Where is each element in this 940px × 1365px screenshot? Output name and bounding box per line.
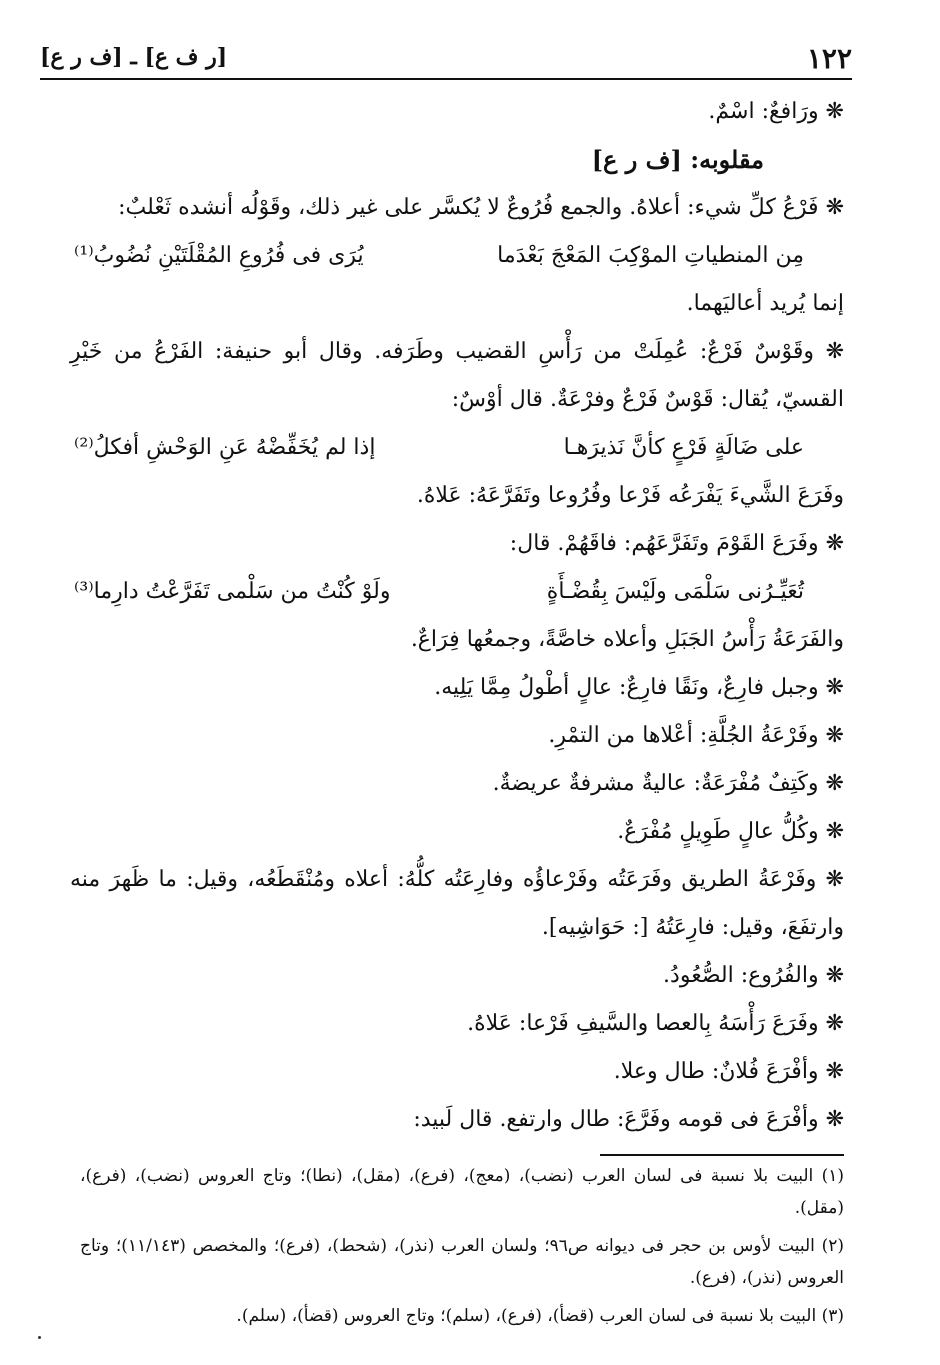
verse-line bbox=[70, 568, 844, 616]
verse-first-hemistich: على ضَالَةٍ فَرْعٍ كأنَّ نَذيرَهـا bbox=[563, 435, 804, 460]
entry-paragraph: ❋ فَرْعُ كلِّ شيء: أعلاهُ. والجمع فُرُوعٌ لا يُكسَّر على غير ذلك، وقَوْلُه أنشده ثَعْلبٌ: bbox=[118, 195, 844, 220]
footnote-2: (٢) البيت لأوس بن حجر فى ديوانه ص٩٦؛ ولسان العرب (نذر)، (شحط)، (فرع)؛ والمخصص (١١/١٤٣)؛ وتاج العروس (نذر)، (فرع). bbox=[80, 1236, 844, 1288]
entry-line: ❋ ورَافعٌ: اسْمٌ. bbox=[708, 99, 844, 124]
verse-second-hemistich: إذا لم يُخَفِّضْهُ عَنِ الوَحْشِ أفكلُ⁽²⁾ bbox=[74, 435, 376, 460]
verse-second-hemistich: يُرَى فى فُرُوعِ المُقْلَتَيْنِ نُضُوبُ⁽¹⁾ bbox=[74, 243, 364, 268]
page-mark-dot bbox=[38, 1336, 41, 1339]
main-text bbox=[70, 88, 844, 1144]
verse-first-hemistich: مِن المنطياتِ الموْكِبَ المَعْجَ بَعْدَما bbox=[497, 243, 804, 268]
entry-paragraph: ❋ وفَرْعَةُ الجُلَّةِ: أعْلاها من التمْرِ. bbox=[548, 723, 844, 748]
footnote-rule bbox=[600, 1154, 844, 1156]
entry-paragraph: ❋ وأفْرَعَ فى قومه وفَرَّعَ: طال وارتفع. قال لَبيد: bbox=[413, 1107, 844, 1132]
verse-line bbox=[70, 232, 844, 280]
page-header bbox=[40, 40, 852, 80]
footnote-1: (١) البيت بلا نسبة فى لسان العرب (نضب)، (معج)، (فرع)، (مقل)، (نطا)؛ وتاج العروس (نضب)، (فرع)، (مقل). bbox=[80, 1166, 844, 1218]
entry-paragraph: ❋ وأفْرَعَ فُلانٌ: طال وعلا. bbox=[613, 1059, 844, 1084]
running-head: [ر ف ع] ـ [ف ر ع] bbox=[40, 44, 228, 70]
entry-paragraph: ❋ وكُلُّ عالٍ طَوِيلٍ مُفْرَعٌ. bbox=[617, 819, 844, 844]
entry-paragraph: ❋ وجبل فارِعٌ، ونَقًا فارِعٌ: عالٍ أطْولُ مِمَّا يَلِيه. bbox=[434, 675, 844, 700]
entry-paragraph: وفَرَعَ الشَّيءَ يَفْرَعُه فَرْعا وفُرُوعا وتَفَرَّعَهُ: عَلاهُ. bbox=[416, 483, 844, 508]
header-rule bbox=[40, 78, 852, 80]
entry-paragraph: والفَرَعَةُ رَأْسُ الجَبَلِ وأعلاه خاصَّةً، وجمعُها فِرَاعٌ. bbox=[410, 627, 844, 652]
entry-paragraph: إنما يُريد أعاليَهما. bbox=[686, 291, 844, 316]
verse-line bbox=[70, 424, 844, 472]
entry-paragraph: ❋ وقَوْسٌ فَرْعٌ: عُمِلَتْ من رَأْسِ القضيب وطَرَفه. وقال أبو حنيفة: الفَرْعُ من خَيْرِ القسيّ، يُقال: قَوْسٌ فَرْعٌ وفرْعَةٌ. قال أوْسٌ: bbox=[70, 339, 844, 412]
section-title: مقلوبه: [ف ر ع] bbox=[591, 145, 764, 174]
verse-first-hemistich: تُعَيِّـرُنى سَلْمَى ولَيْسَ بِقُضْـأَةٍ bbox=[546, 579, 804, 604]
footnotes bbox=[80, 1160, 844, 1338]
page-number: ١٢٢ bbox=[806, 42, 852, 75]
verse-second-hemistich: ولَوْ كُنْتُ من سَلْمى تَفَرَّعْتُ دارِما⁽³⁾ bbox=[74, 579, 391, 604]
entry-paragraph: ❋ وفَرَعَ رَأْسَهُ بِالعصا والسَّيفِ فَرْعا: عَلاهُ. bbox=[467, 1011, 844, 1036]
footnote-3: (٣) البيت بلا نسبة فى لسان العرب (قضأ)، (فرع)، (سلم)؛ وتاج العروس (قضأ)، (سلم). bbox=[236, 1306, 844, 1326]
entry-paragraph: ❋ والفُرُوع: الصُّعُودُ. bbox=[663, 963, 844, 988]
entry-paragraph: ❋ وفَرَعَ القَوْمَ وتَفَرَّعَهُم: فاقَهُمْ. قال: bbox=[509, 531, 844, 556]
entry-paragraph: ❋ وفَرْعَةُ الطريق وفَرَعَتُه وفَرْعاؤُه وفارِعَتُه كلُّهُ: أعلاه ومُنْقَطَعُه، وقيل: ما ظَهرَ منه وارتفَعَ، وقيل: فارِعَتُهُ [: حَوَاشِيه]. bbox=[70, 867, 844, 940]
entry-paragraph: ❋ وكَتِفٌ مُفْرَعَةٌ: عاليةٌ مشرفةٌ عريضةٌ. bbox=[492, 771, 844, 796]
